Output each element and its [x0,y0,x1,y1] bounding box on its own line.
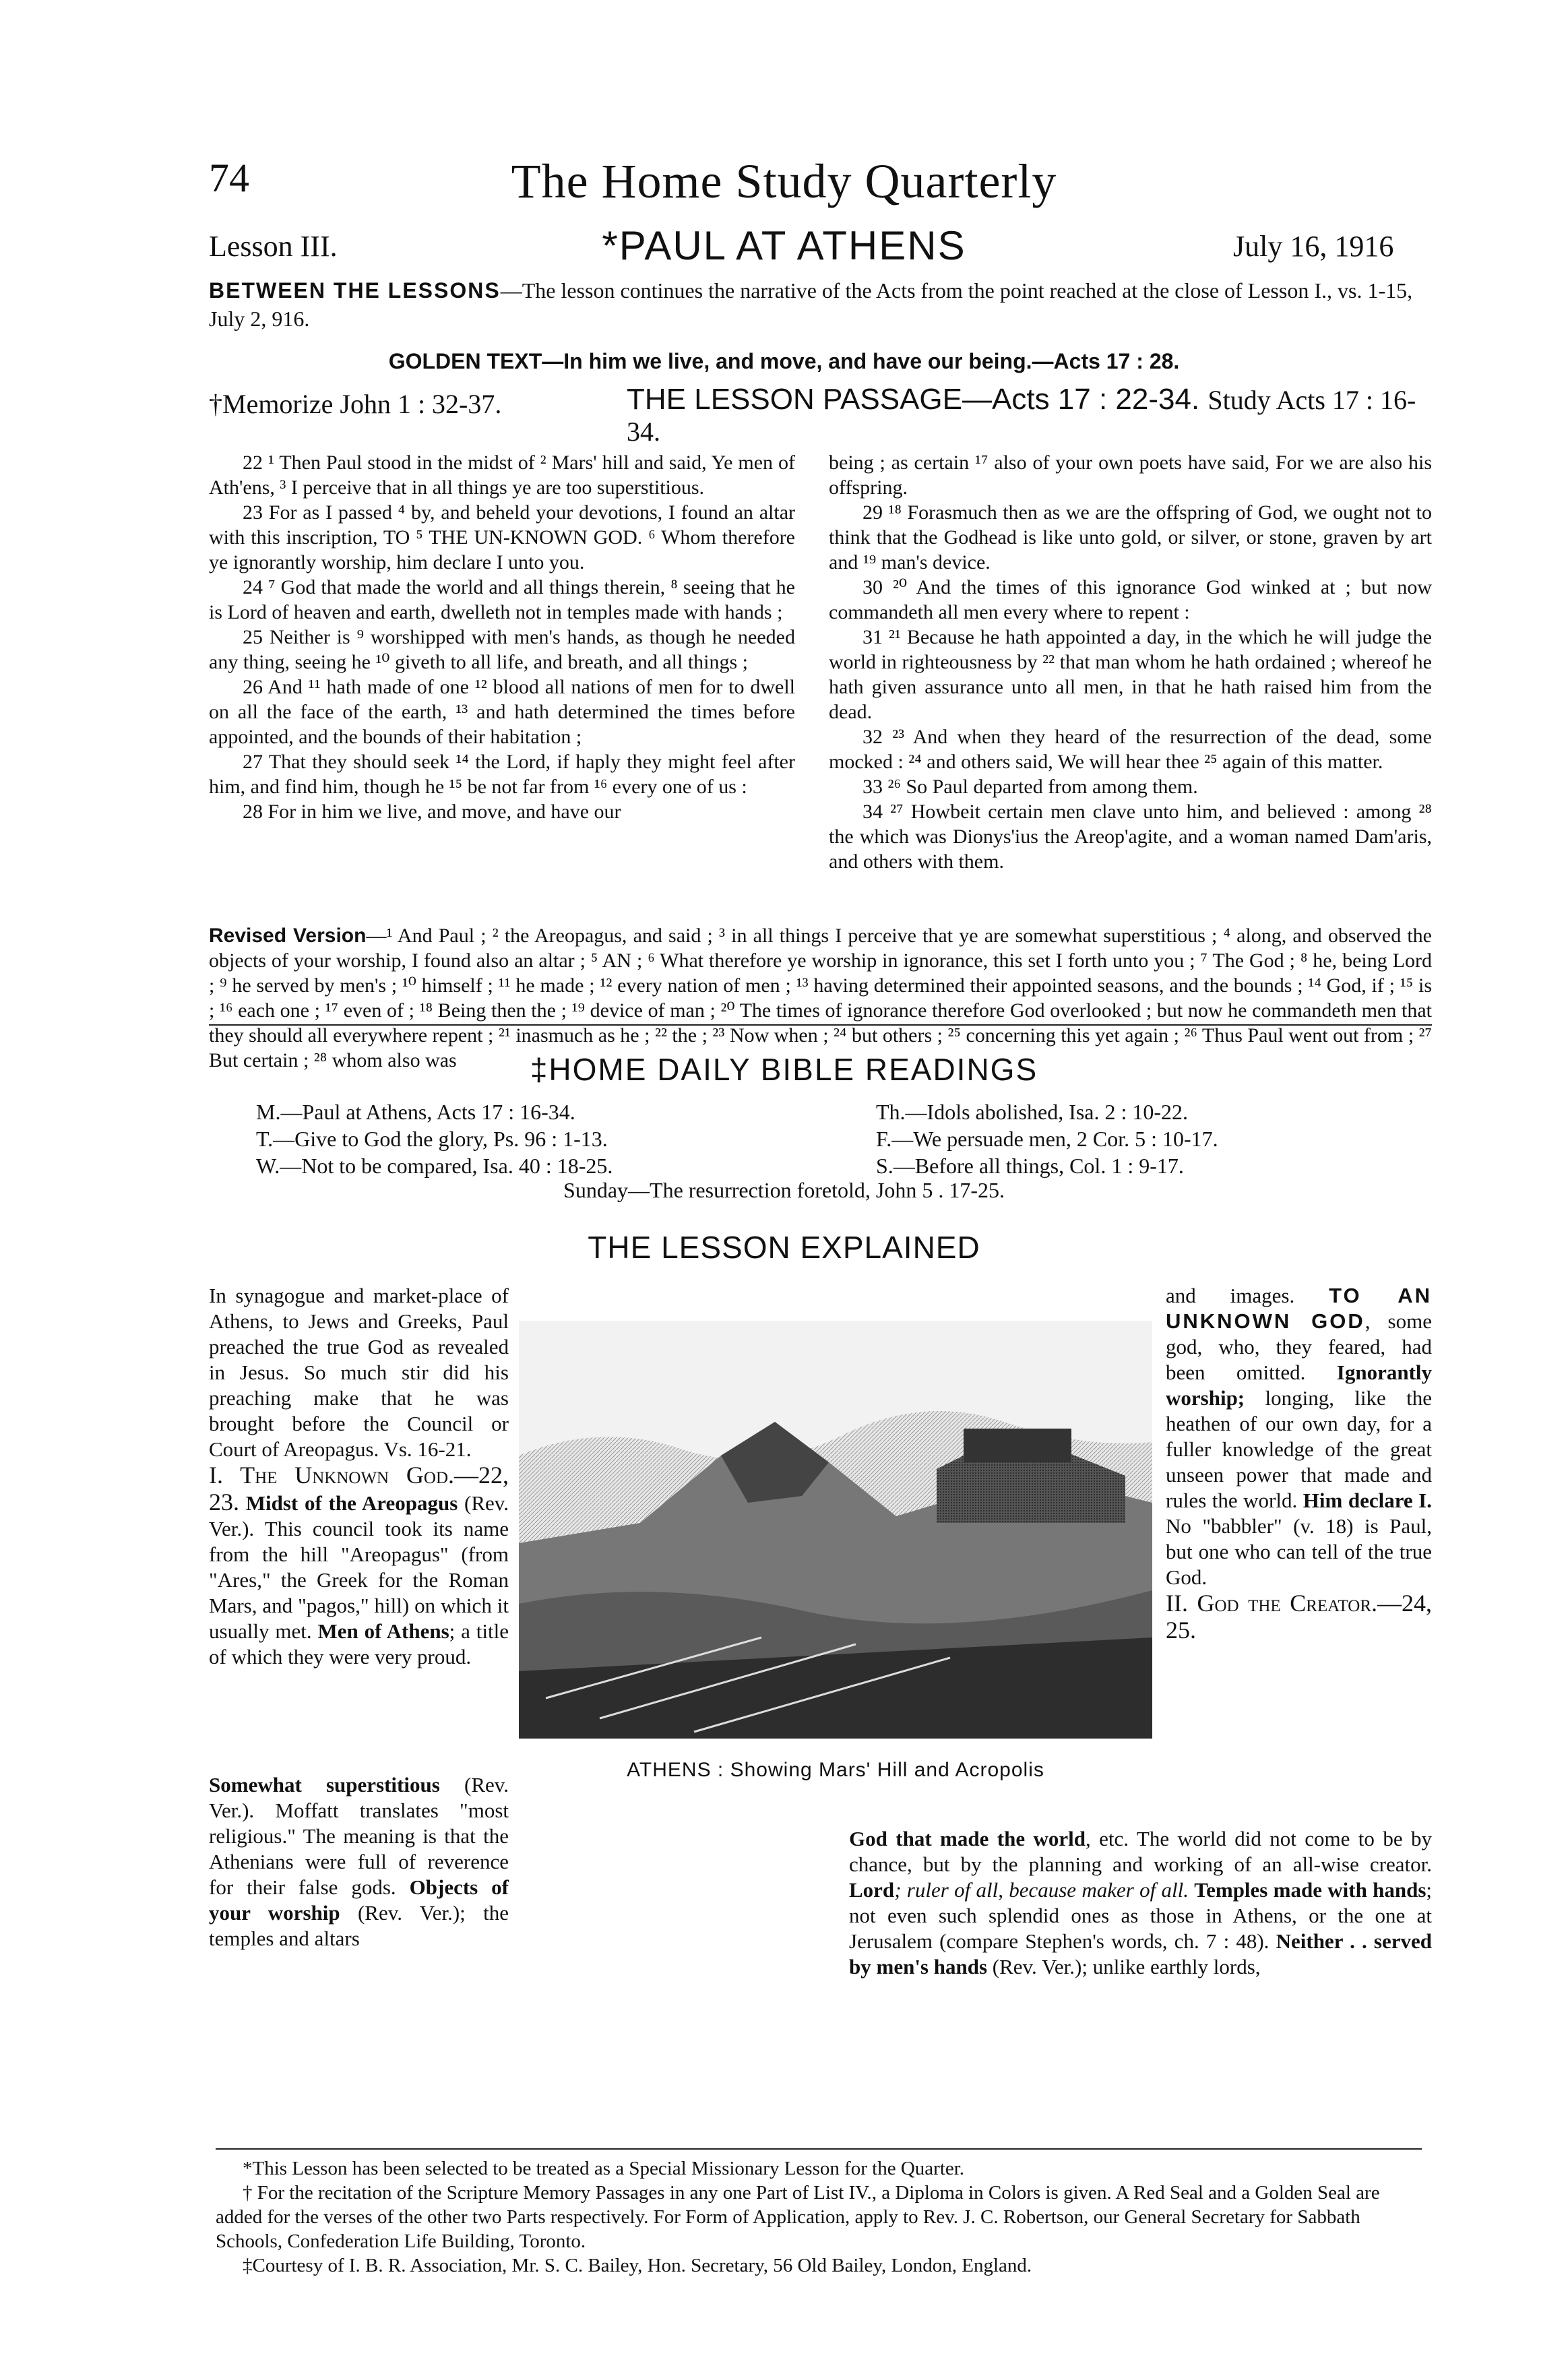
between-the-lessons [209,276,1442,333]
lord-text: ; ruler of all, because maker of all. [894,1878,1189,1902]
declare-text: No "babbler" (v. 18) is Paul, but one who can tell of the true God. [1166,1514,1432,1589]
term-god-that-made: God that made the world [849,1827,1086,1850]
lesson-title: *PAUL AT ATHENS [602,223,966,268]
footnotes [216,2156,1422,2278]
footnote: ‡Courtesy of I. B. R. Association, Mr. S. C. Bailey, Hon. Secretary, 56 Old Bailey, London, England. [243,2255,1032,2276]
images-text: and images. [1166,1284,1295,1307]
scripture-verse: 26 And ¹¹ hath made of one ¹² blood all nations of men for to dwell on all the face of the earth, ¹³ and hath determined the times before appointed, and the bounds of their habitation ; [209,676,795,748]
intro-paragraph: In synagogue and market-place of Athens, to Jews and Greeks, Paul preached the true God as revealed in Jesus. So much stir did his preaching make that he was brought before the Council or Court of Areopagus. Vs. 16-21. [209,1284,509,1461]
unknown-god-text: , some god, who, they feared, had been omitted. [1166,1309,1432,1384]
scripture-verse: 28 For in him we live, and move, and have our [243,801,621,823]
between-text: —The lesson continues the narrative of the Acts from the point reached at the close of Lesson I., vs. 1-15, July 2, 916. [209,278,1413,331]
reading-item: Th.—Idols abolished, Isa. 2 : 10-22. [876,1100,1189,1124]
scripture-verse: 23 For as I passed ⁴ by, and beheld your devotions, I found an altar with this inscription, TO ⁵ THE UN-KNOWN GOD. ⁶ Whom therefore ye ignorantly worship, him declare I unto you. [209,501,795,573]
study-reference: Study Acts 17 : 16-34. [627,385,1416,447]
revised-text: —¹ And Paul ; ² the Areopagus, and said ; ³ in all things I perceive that ye are somewhat superstitious ; ⁴ along, and observed the objects of your worship, I found also an altar ; ⁵ AN ; ⁶ What therefore ye worship in ignorance, this set I forth unto you ; ⁷ The God ; ⁸ he, being Lord ; ⁹ he served by men's ; ¹⁰ himself ; ¹¹ he made ; ¹² every nation of men ; ¹³ having determined their appointed seasons, and the bounds ; ¹⁴ God, if ; ¹⁵ is ; ¹⁶ each one ; ¹⁷ even of ; ¹⁸ Being then the ; ¹⁹ device of man ; ²⁰ The times of ignorance therefore God overlooked ; but now he commandeth men that they should all everywhere repent ; ²¹ inasmuch as he ; ²² the ; ²³ Now when ; ²⁴ but others ; ²⁵ concerning this yet again ; ²⁶ Thus Paul went out from ; ²⁷ But certain ; ²⁸ whom also was [209,925,1433,1071]
term-men-of-athens: Men of Athens [317,1619,449,1643]
men-of-athens-text: ; a title of which they were very proud. [209,1619,509,1668]
footnote: † For the recitation of the Scripture Memory Passages in any one Part of List IV., a Diploma in Colors is given. A Red Seal and a Golden Seal are added for the verses of the other two Parts respectively. For Form of Application, apply to Rev. J. C. Robertson, our General Secretary for Sabbath Schools, Confederation Life Building, Toronto. [216,2182,1380,2252]
explained-right-continued [849,1826,1432,1980]
revised-version-notes [209,923,1432,1073]
lesson-passage-title: THE LESSON PASSAGE—Acts 17 : 22-34. [627,383,1200,416]
term-superstitious: Somewhat superstitious [209,1773,440,1797]
ignorantly-text: longing, like the heathen of our own day, for a fuller knowledge of the great unseen power that made and rules the world. [1166,1386,1432,1512]
scripture-verse: 22 ¹ Then Paul stood in the midst of ² Mars' hill and said, Ye men of Ath'ens, ³ I perceive that in all things ye are too superstitious. [209,451,795,499]
section-heading-god-creator: II. God the Creator.—24, 25. [1166,1590,1432,1644]
world-text: , etc. The world did not come to be by chance, but by the planning and working of an all-wise creator. [849,1827,1432,1876]
scripture-verse: 31 ²¹ Because he hath appointed a day, in the which he will judge the world in righteousness by ²² that man whom he hath ordained ; whereof he hath given assurance unto all men, in that he hath raised him from the dead. [829,626,1432,723]
revised-label: Revised Version [209,925,367,947]
athens-landscape-image [519,1321,1152,1739]
lesson-passage-heading [627,384,1449,447]
readings-left [256,1098,613,1179]
scripture-verse: 24 ⁷ God that made the world and all things therein, ⁸ seeing that he is Lord of heaven and earth, dwelleth not in temples made with hands ; [209,576,795,623]
temples-text: ; not even such splendid ones as those in Athens, or the one at Jerusalem (compare Stephen's words, ch. 7 : 48). [849,1878,1433,1953]
neither-text: (Rev. Ver.); unlike earthly lords, [992,1955,1261,1978]
reading-item: M.—Paul at Athens, Acts 17 : 16-34. [256,1100,575,1124]
term-neither-served: Neither . . served by men's hands [849,1929,1432,1978]
reading-item: W.—Not to be compared, Isa. 40 : 18-25. [256,1154,613,1178]
daily-readings-title: ‡HOME DAILY BIBLE READINGS [530,1052,1038,1087]
memorize-note: †Memorize John 1 : 32-37. [209,389,502,419]
term-him-declare: Him declare I. [1303,1489,1432,1512]
reading-item: F.—We persuade men, 2 Cor. 5 : 10-17. [876,1127,1218,1151]
section-divider [209,1024,1432,1026]
lesson-explained-title: THE LESSON EXPLAINED [588,1230,980,1265]
objects-text: (Rev. Ver.); the temples and altars [209,1901,509,1950]
page-number: 74 [209,156,249,200]
athens-photo [519,1321,1152,1739]
superstitious-text: (Rev. Ver.). Moffatt translates "most religious." The meaning is that the Athenians were full of reverence for their false gods. [209,1773,509,1899]
term-temples: Temples made with hands [1194,1878,1426,1902]
areopagus-explanation: (Rev. Ver.). This council took its name from the hill "Areopagus" (from "Ares," the Greek for the Roman Mars, and "pagos," hill) on which it usually met. [209,1491,509,1643]
sunday-reading: Sunday—The resurrection foretold, John 5 . 17-25. [563,1178,1005,1202]
readings-right [876,1098,1218,1179]
term-ignorantly-worship: Ignorantly worship; [1166,1361,1433,1410]
scripture-verse: 32 ²³ And when they heard of the resurrection of the dead, some mocked : ²⁴ and others said, We will hear thee ²⁵ again of this matter. [829,726,1432,773]
term-objects-of-worship: Objects of your worship [209,1875,509,1925]
scripture-column-left [209,450,795,824]
scripture-verse: 27 That they should seek ¹⁴ the Lord, if haply they might feel after him, and find him, though he ¹⁵ be not far from ¹⁶ every one of us : [209,751,795,798]
lesson-number: Lesson III. [209,230,338,263]
scripture-verse: 33 ²⁶ So Paul departed from among them. [863,776,1198,798]
reading-item: S.—Before all things, Col. 1 : 9-17. [876,1154,1184,1178]
scripture-verse: 25 Neither is ⁹ worshipped with men's hands, as though he needed any thing, seeing he ¹⁰ giveth to all life, and breath, and all things ; [209,626,795,673]
footnote: *This Lesson has been selected to be treated as a Special Missionary Lesson for the Quarter. [243,2158,965,2179]
explained-column-left [209,1283,509,1670]
golden-text: GOLDEN TEXT—In him we live, and move, and have our being.—Acts 17 : 28. [388,349,1180,373]
scripture-column-right [829,450,1432,874]
scripture-verse: 30 ²⁰ And the times of this ignorance God winked at ; but now commandeth all men every where to repent : [829,576,1432,623]
footnote-divider [216,2148,1422,2150]
scripture-verse: 34 ²⁷ Howbeit certain men clave unto him, and believed : among ²⁸ the which was Dionys'ius the Areop'agite, and a woman named Dam'aris, and others with them. [829,801,1432,873]
scripture-verse: being ; as certain ¹⁷ also of your own poets have said, For we are also his offspring. [829,451,1432,499]
reading-item: T.—Give to God the glory, Ps. 96 : 1-13. [256,1127,608,1151]
explained-left-continued [209,1772,509,1952]
scripture-verse: 29 ¹⁸ Forasmuch then as we are the offspring of God, we ought not to think that the Godhead is like unto gold, or silver, or stone, graven by art and ¹⁹ man's device. [829,501,1432,573]
explained-column-right [1166,1283,1432,1644]
lesson-date: July 16, 1916 [1233,230,1394,263]
photo-caption: ATHENS : Showing Mars' Hill and Acropolis [627,1759,1044,1781]
between-label: BETWEEN THE LESSONS [209,278,501,303]
running-head: The Home Study Quarterly [511,154,1057,208]
term-midst-of-areopagus: Midst of the Areopagus [245,1491,458,1515]
section-heading-unknown-god: I. The Unknown God.—22, 23. [209,1462,509,1516]
term-unknown-god: TO AN UNKNOWN GOD [1166,1284,1432,1333]
term-lord: Lord [849,1878,895,1902]
